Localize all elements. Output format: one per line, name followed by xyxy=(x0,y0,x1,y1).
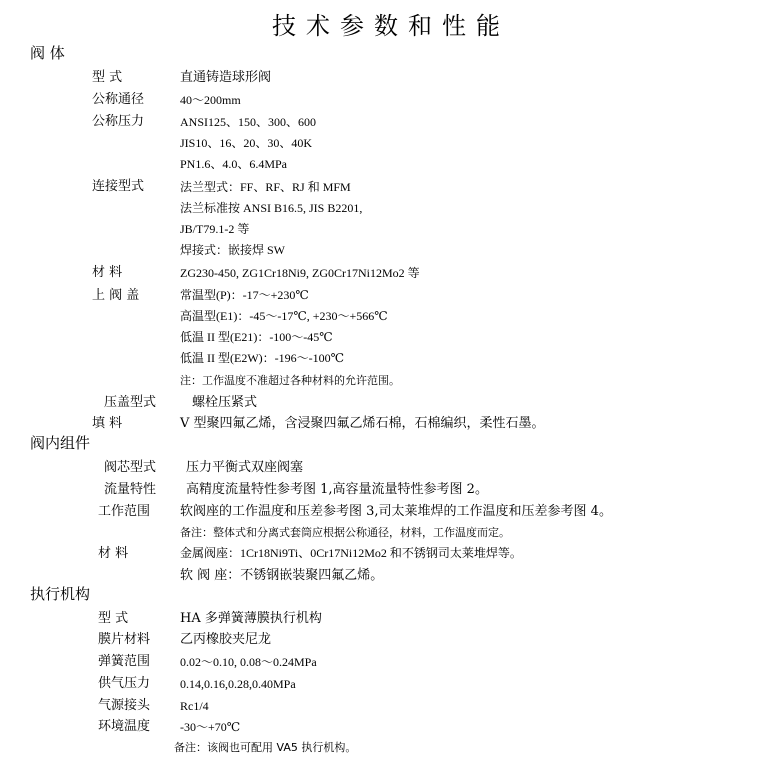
act-diaphragm-value: 乙丙橡胶夹尼龙 xyxy=(180,632,272,647)
body-bonnet-value-2: 高温型(E1)：-45～-17℃, +230～+566℃ xyxy=(180,309,388,323)
trim-core-value: 压力平衡式双座阀塞 xyxy=(186,460,304,475)
trim-flow-value: 高精度流量特性参考图 1,高容量流量特性参考图 2。 xyxy=(186,482,488,497)
body-pn-label: 公称压力 xyxy=(92,114,145,129)
trim-range-value: 软阀座的工作温度和压差参考图 3,司太莱堆焊的工作温度和压差参考图 4。 xyxy=(180,504,612,519)
act-env-value: -30～+70℃ xyxy=(180,720,241,734)
body-packing-value: V 型聚四氟乙烯，含浸聚四氟乙烯石棉，石棉编织，柔性石墨。 xyxy=(180,416,545,431)
body-conn-value-2: 法兰标准按 ANSI B16.5, JIS B2201, xyxy=(180,201,363,215)
act-diaphragm-label: 膜片材料 xyxy=(98,632,151,647)
body-pn-value-2: JIS10、16、20、30、40K xyxy=(180,136,313,150)
body-gland-value: 螺栓压紧式 xyxy=(192,395,258,410)
body-bonnet-label: 上 阀 盖 xyxy=(92,288,140,303)
body-conn-value-1: 法兰型式：FF、RF、RJ 和 MFM xyxy=(180,180,351,194)
trim-range-note: 备注：整体式和分离式套筒应根据公称通径，材料，工作温度而定。 xyxy=(180,526,510,539)
body-dn-value: 40～200mm xyxy=(180,93,241,107)
body-bonnet-value-3: 低温 II 型(E21)：-100～-45℃ xyxy=(180,330,333,344)
act-air-label: 气源接头 xyxy=(98,698,151,713)
body-pn-value-1: ANSI125、150、300、600 xyxy=(180,115,317,129)
page-title: 技术参数和性能 xyxy=(272,12,510,40)
body-type-value: 直通铸造球形阀 xyxy=(180,70,272,85)
act-air-value: Rc1/4 xyxy=(180,699,209,713)
body-conn-value-4: 焊接式：嵌接焊 SW xyxy=(180,243,286,257)
body-mat-label: 材 料 xyxy=(92,265,123,280)
section-trim-heading: 阀内组件 xyxy=(30,434,91,452)
section-body-heading: 阀 体 xyxy=(30,44,65,62)
body-conn-label: 连接型式 xyxy=(92,179,145,194)
trim-flow-label: 流量特性 xyxy=(104,482,157,497)
trim-range-label: 工作范围 xyxy=(98,504,151,519)
trim-mat-label: 材 料 xyxy=(98,546,129,561)
body-packing-label: 填 料 xyxy=(92,416,123,431)
trim-core-label: 阀芯型式 xyxy=(104,460,157,475)
act-supply-value: 0.14,0.16,0.28,0.40MPa xyxy=(180,677,296,691)
act-type-value: HA 多弹簧薄膜执行机构 xyxy=(180,611,322,626)
body-bonnet-note: 注：工作温度不准超过各种材料的允许范围。 xyxy=(180,374,400,387)
body-pn-value-3: PN1.6、4.0、6.4MPa xyxy=(180,157,288,171)
act-spring-value: 0.02～0.10, 0.08～0.24MPa xyxy=(180,655,317,669)
act-supply-label: 供气压力 xyxy=(98,676,151,691)
trim-mat-value-1: 金属阀座：1Cr18Ni9Ti、0Cr17Ni12Mo2 和不锈钢司太莱堆焊等。 xyxy=(180,546,522,560)
act-type-label: 型 式 xyxy=(98,611,129,626)
body-dn-label: 公称通径 xyxy=(92,92,145,107)
body-bonnet-value-4: 低温 II 型(E2W)：-196～-100℃ xyxy=(180,351,345,365)
section-actuator-heading: 执行机构 xyxy=(30,585,91,603)
act-spring-label: 弹簧范围 xyxy=(98,654,151,669)
trim-mat-value-2: 软 阀 座：不锈钢嵌装聚四氟乙烯。 xyxy=(180,568,384,583)
body-bonnet-value-1: 常温型(P)：-17～+230℃ xyxy=(180,288,309,302)
body-conn-value-3: JB/T79.1-2 等 xyxy=(180,222,250,236)
act-note: 备注：该阀也可配用 VA5 执行机构。 xyxy=(174,741,357,754)
body-gland-label: 压盖型式 xyxy=(104,395,157,410)
body-mat-value: ZG230-450, ZG1Cr18Ni9, ZG0Cr17Ni12Mo2 等 xyxy=(180,266,420,280)
act-env-label: 环境温度 xyxy=(98,719,151,734)
body-type-label: 型 式 xyxy=(92,70,123,85)
